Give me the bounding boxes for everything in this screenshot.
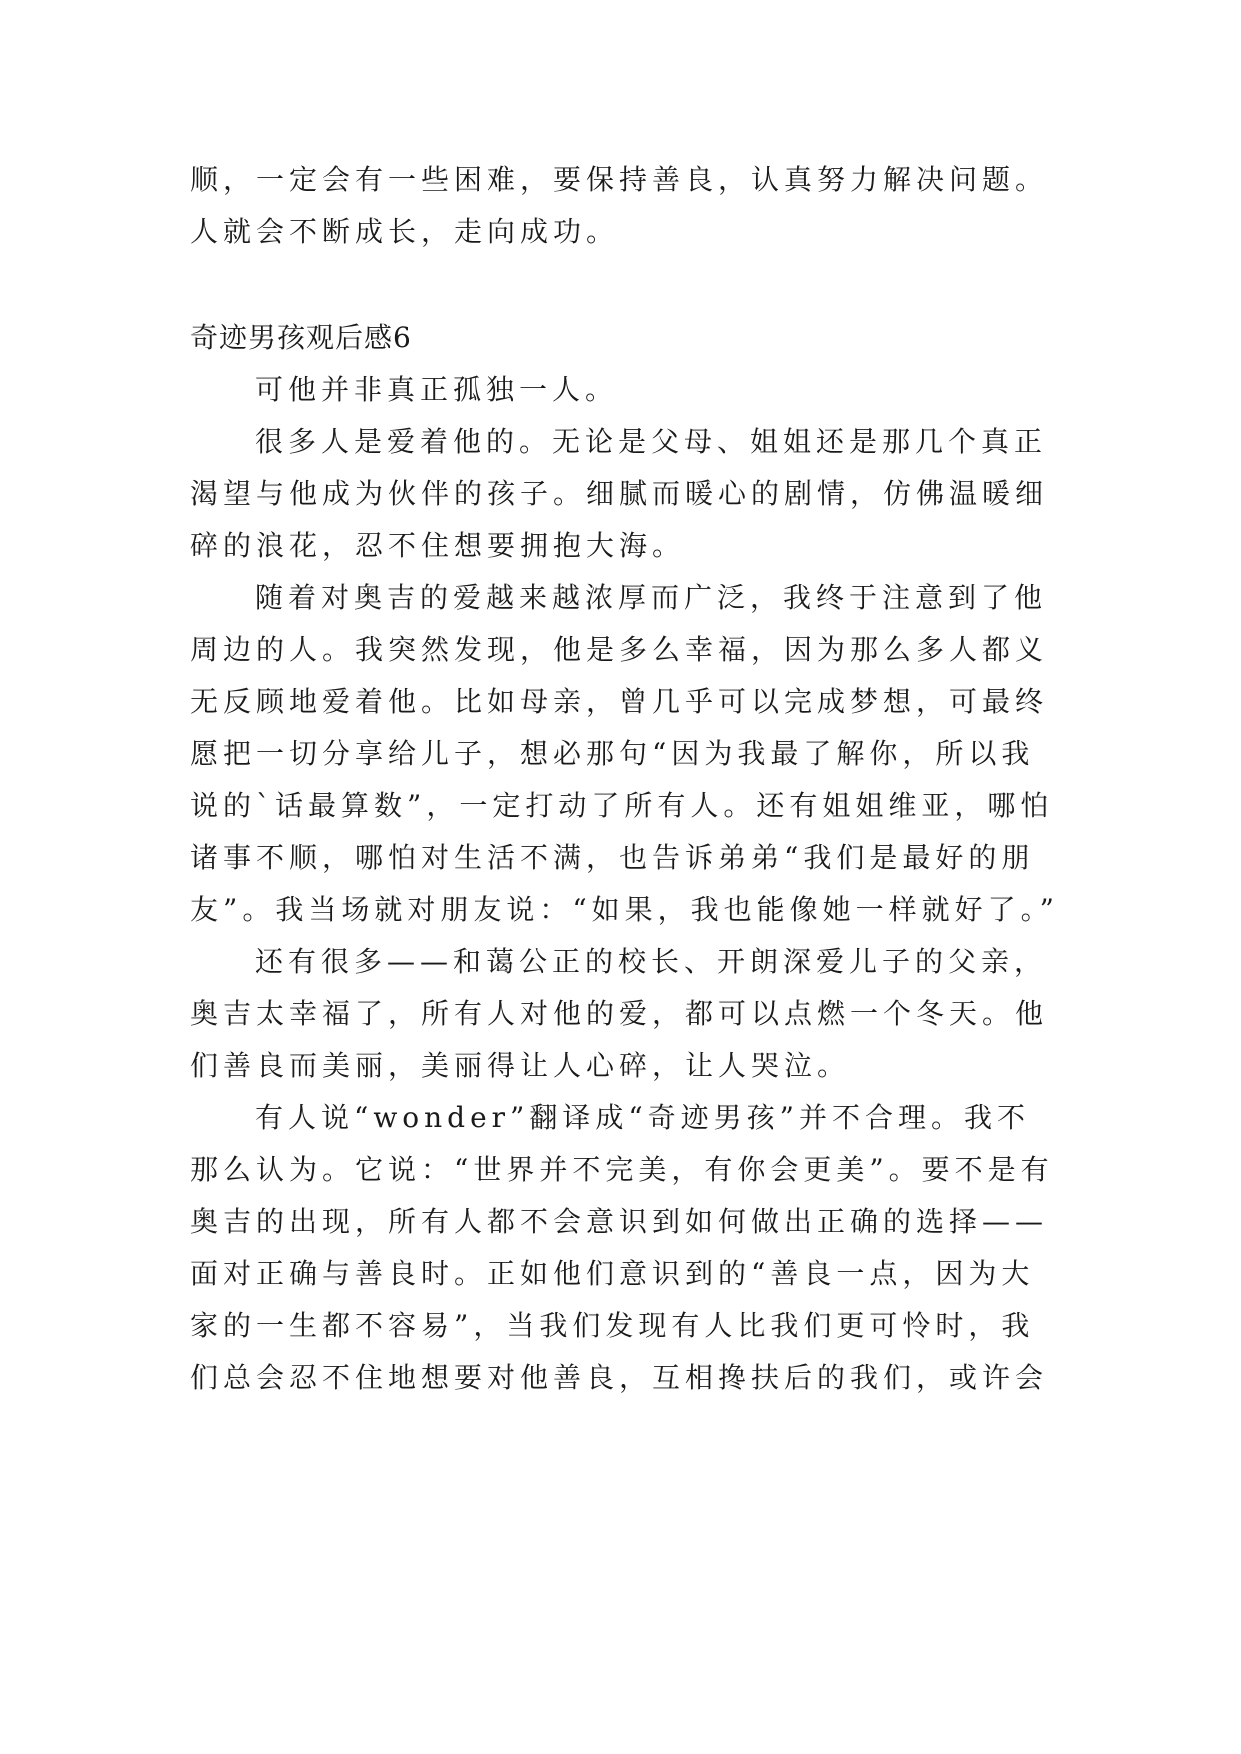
- paragraph-line: 还有很多——和蔼公正的校长、开朗深爱儿子的父亲，: [255, 945, 1048, 978]
- paragraph-line: 友”。我当场就对朋友说：“如果，我也能像她一样就好了。”: [190, 893, 1059, 926]
- paragraph-line: 那么认为。它说：“世界并不完美，有你会更美”。要不是有: [190, 1153, 1054, 1186]
- paragraph-line: 很多人是爱着他的。无论是父母、姐姐还是那几个真正: [255, 425, 1048, 458]
- paragraph-line: 家的一生都不容易”，当我们发现有人比我们更可怜时，我: [190, 1309, 1035, 1342]
- section-title: 奇迹男孩观后感6: [190, 321, 412, 354]
- intro-line: 人就会不断成长，走向成功。: [190, 215, 620, 248]
- paragraph-line: 渴望与他成为伙伴的孩子。细腻而暖心的剧情，仿佛温暖细: [190, 477, 1049, 510]
- paragraph-line: 随着对奥吉的爱越来越浓厚而广泛，我终于注意到了他: [255, 581, 1048, 614]
- paragraph-line: 周边的人。我突然发现，他是多么幸福，因为那么多人都义: [190, 633, 1049, 666]
- paragraph-line: 们善良而美丽，美丽得让人心碎，让人哭泣。: [190, 1049, 851, 1082]
- paragraph-line: 诸事不顺，哪怕对生活不满，也告诉弟弟“我们是最好的朋: [190, 841, 1035, 874]
- paragraph-line: 有人说“wonder”翻译成“奇迹男孩”并不合理。我不: [255, 1101, 1030, 1134]
- paragraph-line: 说的`话最算数”，一定打动了所有人。还有姐姐维亚，哪怕: [190, 789, 1054, 822]
- paragraph-line: 无反顾地爱着他。比如母亲，曾几乎可以完成梦想，可最终: [190, 685, 1049, 718]
- paragraph-line: 们总会忍不住地想要对他善良，互相搀扶后的我们，或许会: [190, 1361, 1049, 1394]
- intro-line: 顺，一定会有一些困难，要保持善良，认真努力解决问题。: [190, 163, 1049, 196]
- paragraph-line: 愿把一切分享给儿子，想必那句“因为我最了解你，所以我: [190, 737, 1035, 770]
- paragraph-line: 奥吉的出现，所有人都不会意识到如何做出正确的选择——: [190, 1205, 1049, 1238]
- paragraph-line: 面对正确与善良时。正如他们意识到的“善良一点，因为大: [190, 1257, 1035, 1290]
- paragraph-line: 碎的浪花，忍不住想要拥抱大海。: [190, 529, 686, 562]
- paragraph-line: 奥吉太幸福了，所有人对他的爱，都可以点燃一个冬天。他: [190, 997, 1049, 1030]
- paragraph-line: 可他并非真正孤独一人。: [255, 373, 619, 406]
